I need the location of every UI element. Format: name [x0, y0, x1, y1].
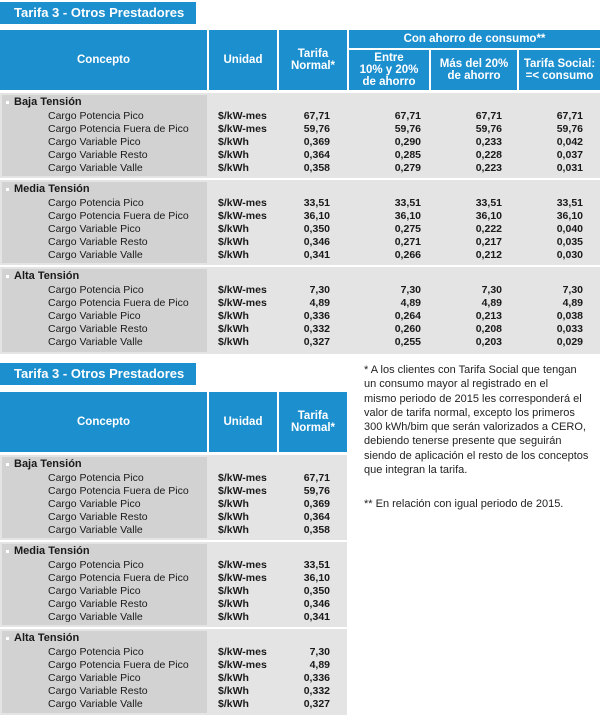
footnote-tarifa-social: * A los clientes con Tarifa Social que tengan un consumo mayor al registrado en el mismo periodo de 2015 les corresponderá el valor de tarifa normal, excepto los primeros 300 kWh/bim que serán valorizados a CERO, debiendo tenerse presente que seguirán siendo de aplicación el resto de los conceptos que integran la tarifa.: [364, 364, 589, 477]
table-row: Cargo Variable Pico $/kWh 0,336: [48, 672, 330, 684]
header-ahorro-10-20: Entre 10% y 20% de ahorro: [359, 52, 419, 88]
table-row: Cargo Potencia Pico $/kW-mes 67,71: [48, 472, 330, 484]
table2-group-baja: [0, 455, 347, 540]
table1-header: [0, 30, 600, 90]
table-row: Cargo Potencia Fuera de Pico $/kW-mes 36,10: [48, 572, 330, 584]
table2-title: Tarifa 3 - Otros Prestadores: [14, 366, 185, 381]
table-row: Cargo Potencia Pico $/kW-mes 33,51 33,51 33,51 33,51: [48, 197, 583, 209]
group-title: Alta Tensión: [14, 270, 80, 282]
header-ahorro-mas-20: Más del 20% de ahorro: [439, 58, 509, 82]
header-tarifa-normal: Tarifa Normal*: [290, 410, 336, 434]
group-title: Media Tensión: [14, 183, 90, 195]
footnote-ahorro: ** En relación con igual periodo de 2015.: [364, 498, 564, 510]
table2-header: [0, 392, 347, 452]
table1-group-baja: [0, 93, 600, 178]
group-title: Baja Tensión: [14, 458, 82, 470]
table-row: Cargo Variable Pico $/kWh 0,369: [48, 498, 330, 510]
table-row: Cargo Variable Pico $/kWh 0,350 0,275 0,222 0,040: [48, 223, 583, 235]
table-row: Cargo Variable Valle $/kWh 0,341 0,266 0,212 0,030: [48, 249, 583, 261]
table-row: Cargo Variable Valle $/kWh 0,358: [48, 524, 330, 536]
table-row: Cargo Potencia Fuera de Pico $/kW-mes 36,10 36,10 36,10 36,10: [48, 210, 583, 222]
group-title: Media Tensión: [14, 545, 90, 557]
table-row: Cargo Variable Valle $/kWh 0,327 0,255 0,203 0,029: [48, 336, 583, 348]
group-title: Alta Tensión: [14, 632, 80, 644]
table1-group-alta: [0, 267, 600, 354]
table-row: Cargo Potencia Fuera de Pico $/kW-mes 59,76: [48, 485, 330, 497]
table-row: Cargo Variable Valle $/kWh 0,327: [48, 698, 330, 710]
header-concepto: Concepto: [76, 54, 131, 66]
header-tarifa-social: Tarifa Social: =< consumo: [523, 58, 596, 82]
table-row: Cargo Variable Pico $/kWh 0,350: [48, 585, 330, 597]
header-concepto: Concepto: [76, 416, 131, 428]
table-row: Cargo Variable Resto $/kWh 0,364: [48, 511, 330, 523]
table-row: Cargo Potencia Fuera de Pico $/kW-mes 4,89 4,89 4,89 4,89: [48, 297, 583, 309]
header-tarifa-normal: Tarifa Normal*: [290, 48, 336, 72]
header-unidad: Unidad: [223, 416, 263, 428]
group-title: Baja Tensión: [14, 96, 82, 108]
table-row: Cargo Variable Valle $/kWh 0,358 0,279 0,223 0,031: [48, 162, 583, 174]
table-row: Cargo Variable Resto $/kWh 0,346: [48, 598, 330, 610]
header-unidad: Unidad: [223, 54, 263, 66]
table2-title-banner: [0, 363, 196, 385]
table-row: Cargo Variable Pico $/kWh 0,336 0,264 0,213 0,038: [48, 310, 583, 322]
header-ahorro-group: Con ahorro de consumo**: [403, 33, 546, 45]
table1-title: Tarifa 3 - Otros Prestadores: [14, 5, 185, 20]
table1-group-media: [0, 180, 600, 265]
table2-group-alta: [0, 629, 347, 715]
table-row: Cargo Variable Resto $/kWh 0,346 0,271 0,217 0,035: [48, 236, 583, 248]
table-row: Cargo Variable Resto $/kWh 0,364 0,285 0,228 0,037: [48, 149, 583, 161]
table-row: Cargo Potencia Pico $/kW-mes 33,51: [48, 559, 330, 571]
table-row: Cargo Potencia Fuera de Pico $/kW-mes 4,89: [48, 659, 330, 671]
table1-title-banner: [0, 2, 196, 24]
table-row: Cargo Variable Valle $/kWh 0,341: [48, 611, 330, 623]
table-row: Cargo Potencia Pico $/kW-mes 7,30 7,30 7,30 7,30: [48, 284, 583, 296]
table-row: Cargo Potencia Pico $/kW-mes 7,30: [48, 646, 330, 658]
table-row: Cargo Variable Pico $/kWh 0,369 0,290 0,233 0,042: [48, 136, 583, 148]
table-row: Cargo Potencia Fuera de Pico $/kW-mes 59,76 59,76 59,76 59,76: [48, 123, 583, 135]
table2-group-media: [0, 542, 347, 627]
table-row: Cargo Variable Resto $/kWh 0,332: [48, 685, 330, 697]
table-row: Cargo Variable Resto $/kWh 0,332 0,260 0,208 0,033: [48, 323, 583, 335]
table-row: Cargo Potencia Pico $/kW-mes 67,71 67,71 67,71 67,71: [48, 110, 583, 122]
